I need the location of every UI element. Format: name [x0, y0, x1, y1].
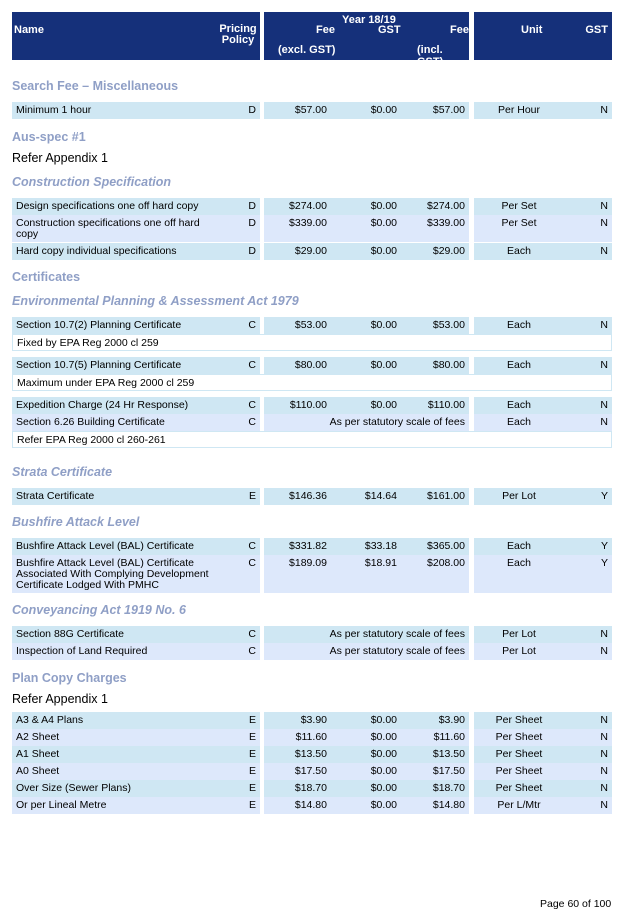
row-policy: D	[248, 245, 256, 257]
row-policy: C	[248, 540, 256, 552]
row-policy: C	[248, 399, 256, 411]
table-row	[12, 198, 612, 215]
row-name: Bushfire Attack Level (BAL) Certificate Associated With Complying Development Certificate Lodged With PMHC	[16, 557, 209, 591]
row-fee-incl: $17.50	[432, 765, 465, 777]
row-gst-flag: Y	[600, 540, 608, 552]
row-fee-incl: $29.00	[432, 245, 465, 257]
header-name: Name	[14, 24, 44, 36]
row-unit: Each	[507, 399, 531, 411]
row-unit: Per Lot	[502, 645, 536, 657]
row-fee-excl: $18.70	[294, 782, 327, 794]
row-name: A3 & A4 Plans	[16, 714, 84, 726]
row-gst: $0.00	[370, 359, 397, 371]
row-fee-excl: $110.00	[289, 399, 327, 411]
row-policy: C	[248, 645, 256, 657]
row-policy: C	[248, 557, 256, 569]
row-name: Inspection of Land Required	[16, 645, 148, 657]
row-gst-flag: Y	[600, 557, 608, 569]
header-gst: GST	[378, 24, 401, 36]
section-strata: Strata Certificate	[12, 465, 113, 479]
header-name-cell	[12, 12, 260, 60]
row-gst-flag: N	[600, 399, 608, 411]
row-gst: $0.00	[370, 200, 397, 212]
row-policy: D	[248, 104, 256, 116]
row-fee-excl: $29.00	[294, 245, 327, 257]
row-name: Section 88G Certificate	[16, 628, 124, 640]
row-gst: $33.18	[364, 540, 397, 552]
table-row	[12, 643, 612, 660]
row-gst: $18.91	[364, 557, 397, 569]
section-plan-copy: Plan Copy Charges	[12, 671, 127, 685]
row-policy: E	[248, 731, 256, 743]
row-unit: Per Lot	[502, 490, 536, 502]
row-fee-excl: $274.00	[289, 200, 327, 212]
row-unit: Per Sheet	[495, 731, 543, 743]
row-name: Construction specifications one off hard copy	[16, 217, 200, 240]
row-unit: Per Sheet	[495, 782, 543, 794]
table-row	[12, 243, 612, 260]
row-fee-excl: $80.00	[294, 359, 327, 371]
row-gst: $0.00	[370, 748, 397, 760]
row-policy: E	[248, 714, 256, 726]
header-fee-incl-sub: (incl. GST)	[417, 44, 444, 68]
row-gst-flag: N	[600, 217, 608, 229]
row-gst: $0.00	[370, 217, 397, 229]
header-fee-incl: Fee	[450, 24, 469, 36]
table-row	[12, 797, 612, 814]
row-unit: Per Sheet	[495, 748, 543, 760]
row-policy: E	[248, 782, 256, 794]
row-gst-flag: N	[600, 645, 608, 657]
row-unit: Per Sheet	[495, 714, 543, 726]
row-fee-excl: $146.36	[289, 490, 327, 502]
header-pricing-policy: Pricing Policy	[219, 23, 257, 46]
row-fee-incl: $274.00	[427, 200, 465, 212]
row-gst-flag: N	[600, 748, 608, 760]
row-gst: $0.00	[370, 714, 397, 726]
row-policy: E	[248, 490, 256, 502]
row-gst-flag: N	[600, 104, 608, 116]
row-fee-incl: $365.00	[427, 540, 465, 552]
table-header	[12, 12, 612, 68]
row-gst-flag: N	[600, 359, 608, 371]
row-fee-excl: $11.60	[295, 731, 327, 743]
refer-appendix: Refer Appendix 1	[12, 151, 108, 165]
row-fee-excl: $53.00	[294, 319, 327, 331]
row-note	[12, 374, 612, 391]
table-row	[12, 555, 612, 593]
section-bushfire: Bushfire Attack Level	[12, 515, 140, 529]
row-fee-incl: $18.70	[432, 782, 465, 794]
row-name: Section 10.7(5) Planning Certificate	[16, 359, 182, 371]
note-text: Refer EPA Reg 2000 cl 260-261	[17, 434, 166, 446]
row-gst-flag: N	[600, 731, 608, 743]
row-unit: Each	[507, 319, 531, 331]
header-fee-excl-sub: (excl. GST)	[278, 44, 336, 56]
row-fee-excl: $14.80	[294, 799, 327, 811]
row-gst: $0.00	[370, 319, 397, 331]
row-policy: E	[248, 799, 256, 811]
row-policy: C	[248, 359, 256, 371]
header-year: Year 18/19	[342, 14, 396, 26]
row-unit: Each	[507, 540, 531, 552]
row-gst: $0.00	[370, 104, 397, 116]
row-fee-excl: $331.82	[289, 540, 327, 552]
row-name: Section 10.7(2) Planning Certificate	[16, 319, 182, 331]
row-gst-flag: N	[600, 714, 608, 726]
row-note	[12, 334, 612, 351]
row-statutory: As per statutory scale of fees	[329, 645, 465, 657]
row-fee-incl: $11.60	[433, 731, 465, 743]
row-gst: $0.00	[370, 799, 397, 811]
row-name: Strata Certificate	[16, 490, 95, 502]
refer-appendix: Refer Appendix 1	[12, 692, 108, 706]
row-unit: Per Set	[501, 200, 537, 212]
row-unit: Per Lot	[502, 628, 536, 640]
row-name: Section 6.26 Building Certificate	[16, 416, 165, 428]
table-row	[12, 746, 612, 763]
row-fee-excl: $339.00	[289, 217, 327, 229]
row-policy: C	[248, 319, 256, 331]
row-gst-flag: Y	[600, 490, 608, 502]
header-fee-excl: Fee	[316, 24, 335, 36]
row-unit: Each	[507, 245, 531, 257]
row-gst-flag: N	[600, 245, 608, 257]
row-fee-excl: $57.00	[294, 104, 327, 116]
section-ausspec: Aus-spec #1	[12, 130, 86, 144]
row-fee-excl: $189.09	[289, 557, 327, 569]
row-statutory: As per statutory scale of fees	[329, 628, 465, 640]
note-text: Fixed by EPA Reg 2000 cl 259	[17, 337, 159, 349]
row-fee-incl: $14.80	[432, 799, 465, 811]
row-gst-flag: N	[600, 200, 608, 212]
row-policy: E	[248, 765, 256, 777]
row-name: A2 Sheet	[16, 731, 60, 743]
row-gst: $0.00	[370, 765, 397, 777]
note-text: Maximum under EPA Reg 2000 cl 259	[17, 377, 195, 389]
row-fee-excl: $17.50	[294, 765, 327, 777]
row-fee-incl: $3.90	[438, 714, 465, 726]
row-policy: E	[248, 748, 256, 760]
row-gst-flag: N	[600, 628, 608, 640]
row-policy: C	[248, 628, 256, 640]
row-fee-excl: $3.90	[300, 714, 327, 726]
row-fee-incl: $57.00	[432, 104, 465, 116]
row-fee-excl: $13.50	[294, 748, 327, 760]
table-row	[12, 763, 612, 780]
row-unit: Each	[507, 557, 531, 569]
row-name: Or per Lineal Metre	[16, 799, 107, 811]
row-gst: $0.00	[370, 399, 397, 411]
table-row	[12, 538, 612, 555]
row-gst: $0.00	[370, 731, 397, 743]
page-number: Page 60 of 100	[540, 898, 612, 910]
row-gst-flag: N	[600, 799, 608, 811]
section-search-fee: Search Fee – Miscellaneous	[12, 79, 179, 93]
row-name: Over Size (Sewer Plans)	[16, 782, 131, 794]
table-row	[12, 729, 612, 746]
table-row	[12, 317, 612, 334]
table-row	[12, 414, 612, 431]
row-gst-flag: N	[600, 765, 608, 777]
row-policy: D	[248, 200, 256, 212]
row-statutory: As per statutory scale of fees	[329, 416, 465, 428]
table-row	[12, 397, 612, 414]
row-policy: D	[248, 217, 256, 229]
header-gst-flag: GST	[585, 24, 608, 36]
row-unit: Each	[507, 359, 531, 371]
row-unit: Per Set	[501, 217, 537, 229]
section-certificates: Certificates	[12, 270, 81, 284]
row-gst: $14.64	[364, 490, 397, 502]
table-row	[12, 357, 612, 374]
row-fee-incl: $53.00	[432, 319, 465, 331]
row-gst-flag: N	[600, 416, 608, 428]
row-name: Bushfire Attack Level (BAL) Certificate	[16, 540, 194, 552]
row-fee-incl: $13.50	[432, 748, 465, 760]
row-fee-incl: $208.00	[427, 557, 465, 569]
row-unit: Per L/Mtr	[497, 799, 541, 811]
row-fee-incl: $161.00	[427, 490, 465, 502]
row-unit: Per Hour	[497, 104, 540, 116]
table-row	[12, 712, 612, 729]
row-name: Minimum 1 hour	[16, 104, 92, 116]
row-gst: $0.00	[370, 245, 397, 257]
table-row	[12, 215, 612, 242]
section-construction: Construction Specification	[12, 175, 172, 189]
row-fee-incl: $80.00	[432, 359, 465, 371]
row-gst: $0.00	[370, 782, 397, 794]
row-name: A0 Sheet	[16, 765, 60, 777]
row-policy: C	[248, 416, 256, 428]
table-row	[12, 488, 612, 505]
row-fee-incl: $339.00	[427, 217, 465, 229]
row-gst-flag: N	[600, 782, 608, 794]
table-row	[12, 102, 612, 119]
row-fee-incl: $110.00	[427, 399, 465, 411]
row-gst-flag: N	[600, 319, 608, 331]
row-unit: Per Sheet	[495, 765, 543, 777]
header-fee-cell	[264, 12, 469, 68]
header-unit: Unit	[521, 24, 543, 36]
table-row	[12, 626, 612, 643]
header-unit-cell	[474, 12, 612, 60]
row-name: A1 Sheet	[16, 748, 60, 760]
section-env-planning: Environmental Planning & Assessment Act 1979	[12, 294, 299, 308]
table-row	[12, 780, 612, 797]
section-conveyancing: Conveyancing Act 1919 No. 6	[12, 603, 186, 617]
row-name: Hard copy individual specifications	[16, 245, 177, 257]
row-name: Design specifications one off hard copy	[16, 200, 199, 212]
row-note	[12, 431, 612, 448]
row-unit: Each	[507, 416, 531, 428]
row-name: Expedition Charge (24 Hr Response)	[16, 399, 189, 411]
